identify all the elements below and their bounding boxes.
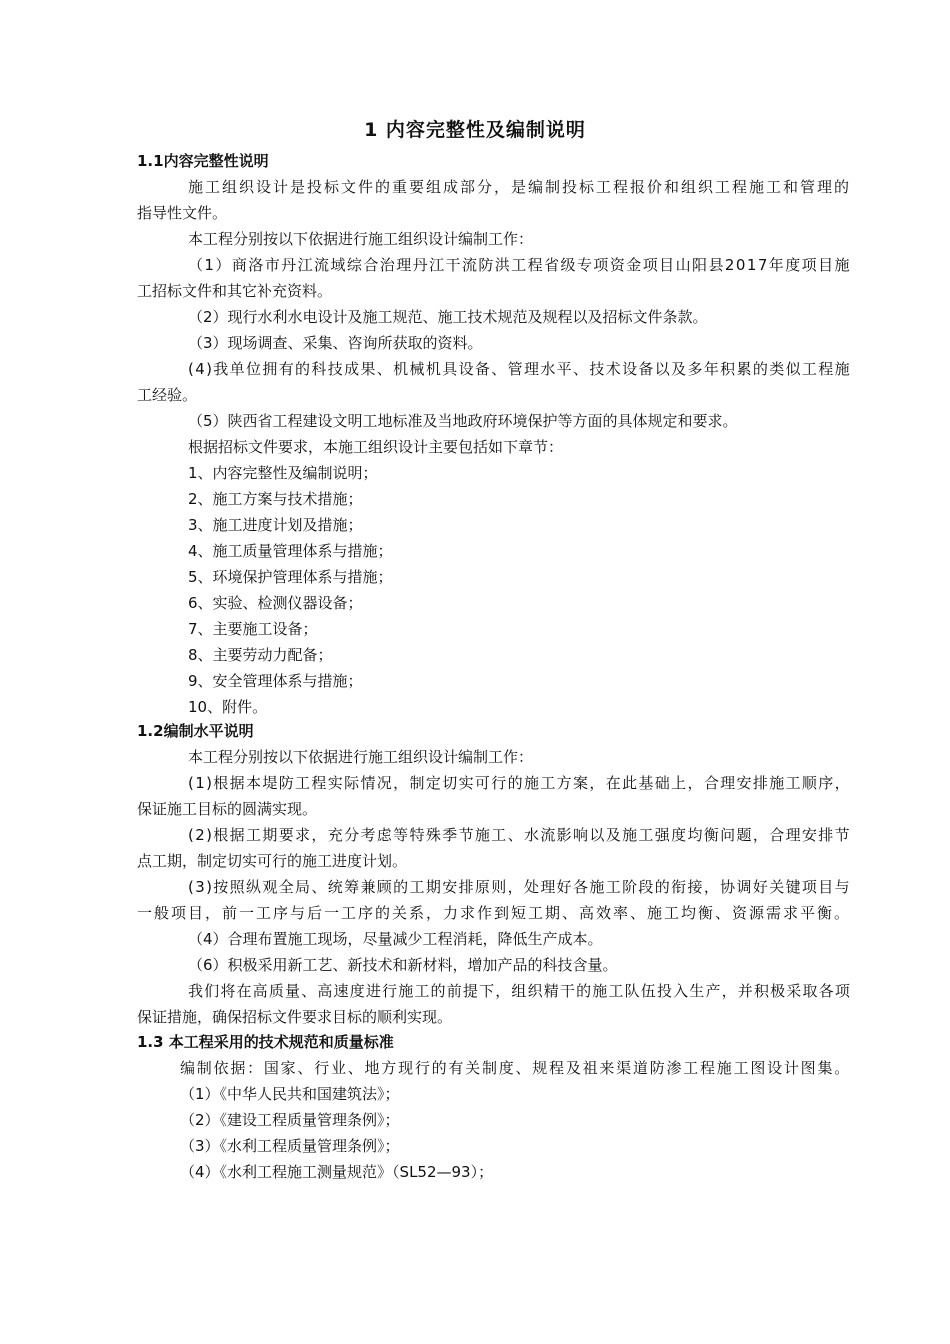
chapter-item: 7、主要施工设备；	[188, 620, 318, 638]
s12-item-1-line-1: (1)根据本堤防工程实际情况，制定切实可行的施工方案，在此基础上，合理安排施工顺序，	[188, 774, 851, 792]
s12-item-3-line-2: 一般项目，前一工序与后一工序的关系，力求作到短工期、高效率、施工均衡、资源需求平衡。	[137, 904, 851, 922]
s12-paragraph-2-line-1: 我们将在高质量、高速度进行施工的前提下，组织精干的施工队伍投入生产，并积极采取各项	[188, 982, 851, 1000]
s13-paragraph-1: 编制依据：国家、行业、地方现行的有关制度、规程及祖来渠道防渗工程施工图设计图集。	[180, 1059, 851, 1077]
reference-item: （4）《水利工程施工测量规范》（SL52—93）；	[180, 1163, 494, 1181]
s11-item-5: （5）陕西省工程建设文明工地标准及当地政府环境保护等方面的具体规定和要求。	[188, 412, 738, 430]
s12-item-2-line-2: 点工期，制定切实可行的施工进度计划。	[137, 852, 408, 870]
s11-item-1-line-1: （1）商洛市丹江流域综合治理丹江干流防洪工程省级专项资金项目山阳县2017年度项目施	[188, 256, 851, 274]
s11-item-2: （2）现行水利水电设计及施工规范、施工技术规范及规程以及招标文件条款。	[188, 308, 708, 326]
chapter-item: 1、内容完整性及编制说明；	[188, 464, 378, 482]
s12-item-6: （6）积极采用新工艺、新技术和新材料，增加产品的科技含量。	[188, 956, 618, 974]
chapter-item: 2、施工方案与技术措施；	[188, 490, 363, 508]
chapter-item: 5、环境保护管理体系与措施；	[188, 568, 393, 586]
s12-item-1-line-2: 保证施工目标的圆满实现。	[137, 800, 318, 818]
section-1-3-heading: 1.3 本工程采用的技术规范和质量标准	[137, 1033, 394, 1051]
s11-paragraph-1-line-1: 施工组织设计是投标文件的重要组成部分，是编制投标工程报价和组织工程施工和管理的	[188, 178, 851, 196]
chapter-item: 4、施工质量管理体系与措施；	[188, 542, 393, 560]
chapter-item: 9、安全管理体系与措施；	[188, 672, 363, 690]
s11-paragraph-2: 本工程分别按以下依据进行施工组织设计编制工作：	[188, 230, 534, 248]
s12-paragraph-1: 本工程分别按以下依据进行施工组织设计编制工作：	[188, 748, 534, 766]
s11-item-4-line-2: 工经验。	[137, 386, 198, 404]
reference-item: （3）《水利工程质量管理条例》；	[180, 1137, 400, 1155]
section-1-2-heading: 1.2编制水平说明	[137, 722, 254, 740]
section-1-1-heading: 1.1内容完整性说明	[137, 152, 269, 170]
s12-item-3-line-1: (3)按照纵观全局、统筹兼顾的工期安排原则，处理好各施工阶段的衔接，协调好关键项目与	[188, 878, 851, 896]
chapter-item: 8、主要劳动力配备；	[188, 646, 333, 664]
chapter-item: 6、实验、检测仪器设备；	[188, 594, 363, 612]
reference-item: （1）《中华人民共和国建筑法》；	[180, 1085, 400, 1103]
s11-paragraph-3: 根据招标文件要求，本施工组织设计主要包括如下章节：	[188, 438, 564, 456]
s12-item-2-line-1: (2)根据工期要求，充分考虑等特殊季节施工、水流影响以及施工强度均衡问题，合理安排节	[188, 826, 851, 844]
s11-item-1-line-2: 工招标文件和其它补充资料。	[137, 282, 333, 300]
chapter-item: 10、附件。	[188, 698, 268, 716]
page-title: 1 内容完整性及编制说明	[364, 119, 586, 141]
s12-item-4: （4）合理布置施工现场，尽量减少工程消耗，降低生产成本。	[188, 930, 603, 948]
s11-item-4-line-1: (4)我单位拥有的科技成果、机械机具设备、管理水平、技术设备以及多年积累的类似工程施	[188, 360, 851, 378]
chapter-item: 3、施工进度计划及措施；	[188, 516, 363, 534]
reference-item: （2）《建设工程质量管理条例》；	[180, 1111, 400, 1129]
s12-paragraph-2-line-2: 保证措施，确保招标文件要求目标的顺利实现。	[137, 1008, 453, 1026]
s11-paragraph-1-line-2: 指导性文件。	[137, 204, 228, 222]
s11-item-3: （3）现场调查、采集、咨询所获取的资料。	[188, 334, 483, 352]
